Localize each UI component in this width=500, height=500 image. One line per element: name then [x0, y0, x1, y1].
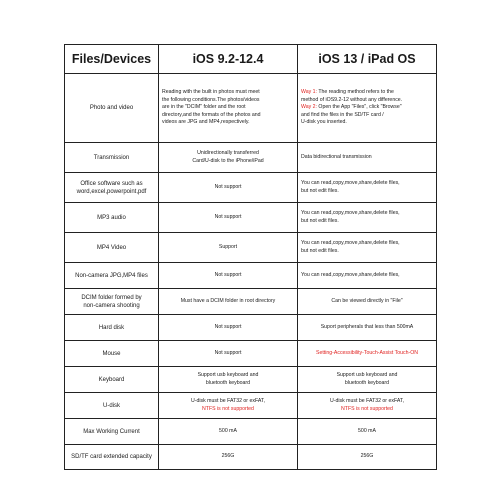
table-row [65, 445, 437, 470]
table-row [65, 419, 437, 445]
row-category: Keyboard [65, 367, 159, 393]
cell-ios13: Suport peripherals that less than 500mA [298, 315, 437, 341]
cell-ios13: U-disk must be FAT32 or exFAT, NTFS is not supported [298, 393, 437, 419]
cell-ios12: Support [159, 233, 298, 263]
cell-ios13: You can read,copy,move,share,delete files, but not edit files. [298, 233, 437, 263]
cell-ios13 [298, 341, 437, 367]
row-category: Transmission [65, 143, 159, 173]
cell-ios12: Not support [159, 203, 298, 233]
cell-ios12: Reading with the built in photos must meet the following conditions.The photos/videos are in the "DCIM" folder and the root directory,and the formats of the photos and videos are JPG and MP4,respectively. [159, 74, 298, 143]
header-files-devices: Files/Devices [65, 45, 159, 74]
cell-ios12: U-disk must be FAT32 or exFAT, NTFS is not supported [159, 393, 298, 419]
header-ios-13-ipados: iOS 13 / iPad OS [298, 45, 437, 74]
cell-ios13: You can read,copy,move,share,delete files, [298, 263, 437, 289]
header-ios-9-12: iOS 9.2-12.4 [159, 45, 298, 74]
cell-ios13: 500 mA [298, 419, 437, 445]
mouse-setting-path: Setting-Accessibility-Touch-Assist Touch-ON [316, 349, 418, 356]
row-category: DCIM folder formed by non-camera shooting [65, 289, 159, 315]
cell-ios13: You can read,copy,move,share,delete files, but not edit files. [298, 173, 437, 203]
table-row [65, 143, 437, 173]
table-row [65, 74, 437, 143]
row-category: Office software such as word,excel,powerpoint,pdf [65, 173, 159, 203]
table-row [65, 203, 437, 233]
cell-ios12: Not support [159, 341, 298, 367]
table-row [65, 315, 437, 341]
cell-ios13: Data bidirectional transmission [298, 143, 437, 173]
cell-ios12: Not support [159, 173, 298, 203]
cell-ios12: Unidirectionally transferred Card/U-disk to the iPhone/iPad [159, 143, 298, 173]
table-row [65, 173, 437, 203]
row-category: MP3 audio [65, 203, 159, 233]
comparison-table [64, 44, 436, 468]
table-row [65, 289, 437, 315]
row-category: Non-camera JPG,MP4 files [65, 263, 159, 289]
cell-ios13: Can be viewed directly in "File" [298, 289, 437, 315]
cell-ios13: 256G [298, 445, 437, 470]
table-row [65, 367, 437, 393]
row-category: Max Working Current [65, 419, 159, 445]
row-category: Mouse [65, 341, 159, 367]
cell-ios13: Support usb keyboard and bluetooth keyboard [298, 367, 437, 393]
row-category: Hard disk [65, 315, 159, 341]
table-row [65, 233, 437, 263]
cell-ios13: You can read,copy,move,share,delete files, but not edit files. [298, 203, 437, 233]
ntfs-warning: NTFS is not supported [341, 405, 393, 412]
ntfs-warning: NTFS is not supported [202, 405, 254, 412]
table-row [65, 393, 437, 419]
row-category: MP4 Video [65, 233, 159, 263]
cell-ios12: Not support [159, 315, 298, 341]
table-header-row [65, 45, 437, 74]
cell-ios12: Support usb keyboard and bluetooth keyboard [159, 367, 298, 393]
table-row [65, 263, 437, 289]
row-category: U-disk [65, 393, 159, 419]
cell-ios12: 500 mA [159, 419, 298, 445]
row-category: SD/TF card extended capacity [65, 445, 159, 470]
cell-ios13: Way 1: The reading method refers to the method of iOS9.2-12 without any difference. Way 2: Open the App "Files", click "Browse" and find the files in the SD/TF card / U-disk you inserted. [298, 74, 437, 143]
cell-ios12: 256G [159, 445, 298, 470]
table-row [65, 341, 437, 367]
row-category: Photo and video [65, 74, 159, 143]
cell-ios12: Must have a DCIM folder in root directory [159, 289, 298, 315]
cell-ios12: Not support [159, 263, 298, 289]
